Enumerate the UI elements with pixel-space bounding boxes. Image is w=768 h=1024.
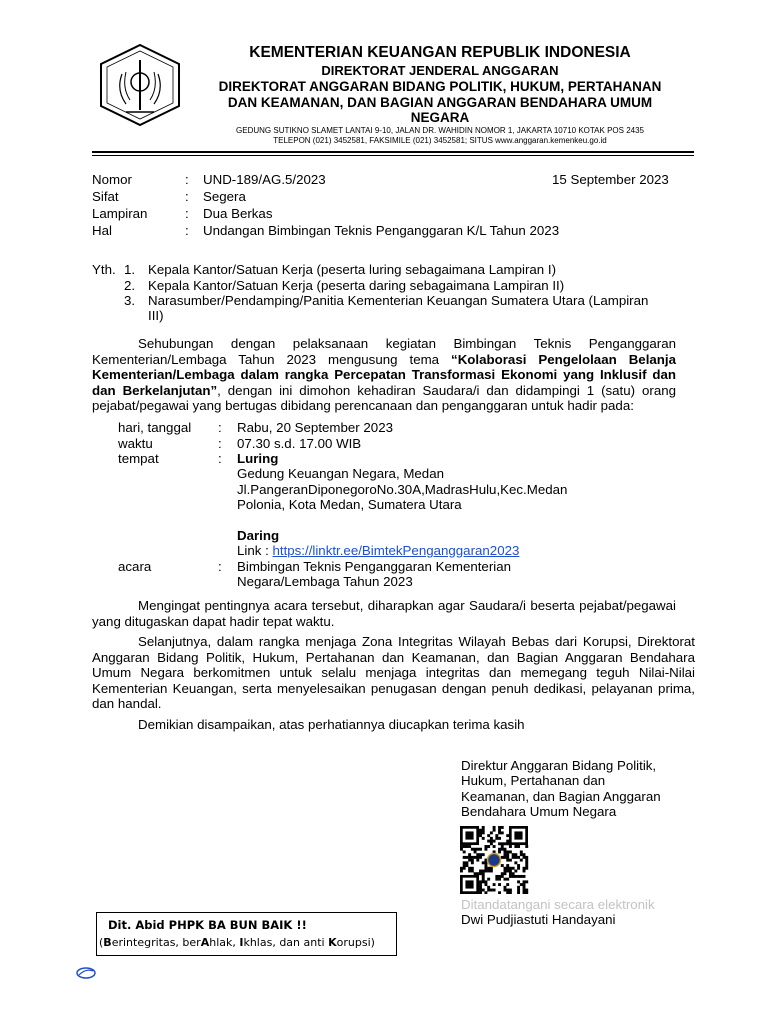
yth-label: Yth. <box>92 262 116 277</box>
letter-date: 15 September 2023 <box>552 172 669 187</box>
hari-value: Rabu, 20 September 2023 <box>237 420 393 435</box>
intro-text-end: , dengan ini dimohon kehadiran Saudara/i dan didampingi 1 (satu) orang pejabat/pegawai yang bertugas dibidang perencanaan dan penganggaran untuk hadir pada: <box>92 382 676 413</box>
signatory-title-1: Direktur Anggaran Bidang Politik, <box>461 758 657 773</box>
recipient-item: Kepala Kantor/Satuan Kerja (peserta luring sebagaimana Lampiran I) <box>148 262 557 277</box>
colon: : <box>185 206 189 221</box>
recipient-item: Kepala Kantor/Satuan Kerja (peserta daring sebagaimana Lampiran II) <box>148 278 565 293</box>
hal-value: Undangan Bimbingan Teknis Penganggaran K/L Tahun 2023 <box>203 223 560 238</box>
signatory-name: Dwi Pudjiastuti Handayani <box>461 912 616 927</box>
waktu-label: waktu <box>118 436 153 451</box>
luring-venue: Gedung Keuangan Negara, Medan <box>237 466 444 481</box>
header-directorate-line3: NEGARA <box>410 110 470 125</box>
lampiran-value: Dua Berkas <box>203 206 273 221</box>
intro-theme: “Kolaborasi Pengelolaan Belanja Kementerian/Lembaga dalam rangka Percepatan Transformasi Ekonomi yang Inklusif dan dan Berkelanjutan” <box>92 351 676 398</box>
recipient-item: Narasumber/Pendamping/Panitia Kementerian Keuangan Sumatera Utara (Lampiran <box>148 293 649 308</box>
colon: : <box>218 559 222 574</box>
acara-value-1: Bimbingan Teknis Penganggaran Kementerian <box>237 559 512 574</box>
header-address: GEDUNG SUTIKNO SLAMET LANTAI 9-10, JALAN DR. WAHIDIN NOMOR 1, JAKARTA 10710 KOTAK POS 2435 <box>236 126 644 135</box>
signatory-title-4: Bendahara Umum Negara <box>461 804 617 819</box>
hal-label: Hal <box>92 223 112 238</box>
recipient-item-cont: III) <box>148 308 164 323</box>
recipient-number: 3. <box>124 293 136 308</box>
header-directorate-line2: DAN KEAMANAN, DAN BAGIAN ANGGARAN BENDAHARA UMUM <box>227 95 653 110</box>
kemenkeu-logo <box>96 42 184 128</box>
body-paragraph-intro <box>92 336 676 414</box>
colon: : <box>185 172 189 187</box>
acara-value-2: Negara/Lembaga Tahun 2023 <box>237 574 413 589</box>
header-divider-thin <box>92 155 694 156</box>
hari-label: hari, tanggal <box>118 420 192 435</box>
header-directorate-line1: DIREKTORAT ANGGARAN BIDANG POLITIK, HUKUM, PERTAHANAN <box>218 79 662 94</box>
daring-link-row <box>237 543 519 559</box>
recipient-number: 1. <box>124 262 136 277</box>
header-ministry: KEMENTERIAN KEUANGAN REPUBLIK INDONESIA <box>249 44 631 61</box>
header-contact: TELEPON (021) 3452581, FAKSIMILE (021) 3452581; SITUS www.anggaran.kemenkeu.go.id <box>273 136 607 145</box>
body-paragraph-attendance: Mengingat pentingnya acara tersebut, diharapkan agar Saudara/i beserta pejabat/pegawai yang ditugaskan dapat hadir tepat waktu. <box>92 598 676 629</box>
colon: : <box>218 420 222 435</box>
footer-logo-icon <box>76 966 96 980</box>
header-divider-thick <box>92 151 694 153</box>
signatory-title-2: Hukum, Pertahanan dan <box>461 773 606 788</box>
e-sign-note: Ditandatangani secara elektronik <box>461 897 655 912</box>
luring-address-2: Polonia, Kota Medan, Sumatera Utara <box>237 497 462 512</box>
intro-text: Sehubungan dengan pelaksanaan kegiatan Bimbingan Teknis Penganggaran Kementerian/Lembaga Tahun 2023 mengusung tema <box>92 336 676 367</box>
luring-title: Luring <box>237 451 279 466</box>
colon: : <box>218 436 222 451</box>
luring-address-1: Jl.PangeranDiponegoroNo.30A,MadrasHulu,Kec.Medan <box>237 482 568 497</box>
body-paragraph-integrity: Selanjutnya, dalam rangka menjaga Zona Integritas Wilayah Bebas dari Korupsi, Direktorat Anggaran Bidang Politik, Hukum, Pertahanan dan Keamanan, dan Bagian Anggaran Bendahara Umum Negara berkomitmen untuk selalu menjaga integritas dan memegang teguh Nilai-Nilai Kementerian Keuangan, serta menyelesaikan penugasan dengan penuh dedikasi, pelayanan prima, dan handal. <box>92 634 695 711</box>
colon: : <box>185 223 189 238</box>
daring-title: Daring <box>237 528 280 543</box>
nomor-label: Nomor <box>92 172 132 187</box>
body-paragraph-closing: Demikian disampaikan, atas perhatiannya diucapkan terima kasih <box>138 717 525 732</box>
nomor-value: UND-189/AG.5/2023 <box>203 172 326 187</box>
colon: : <box>218 451 222 466</box>
sifat-value: Segera <box>203 189 246 204</box>
integrity-banner <box>96 912 397 956</box>
bimtek-link[interactable]: https://linktr.ee/BimtekPenganggaran2023 <box>272 543 520 558</box>
sifat-label: Sifat <box>92 189 119 204</box>
qr-code <box>460 826 530 894</box>
signatory-title-3: Keamanan, dan Bagian Anggaran <box>461 789 661 804</box>
lampiran-label: Lampiran <box>92 206 148 221</box>
banner-slogan: Dit. Abid PHPK BA BUN BAIK !! <box>108 918 307 932</box>
recipient-number: 2. <box>124 278 136 293</box>
tempat-label: tempat <box>118 451 159 466</box>
waktu-value: 07.30 s.d. 17.00 WIB <box>237 436 362 451</box>
banner-values: (Berintegritas, berAhlak, Ikhlas, dan anti Korupsi) <box>99 936 375 949</box>
acara-label: acara <box>118 559 152 574</box>
link-prefix: Link : <box>237 543 273 558</box>
colon: : <box>185 189 189 204</box>
header-directorate-general: DIREKTORAT JENDERAL ANGGARAN <box>321 63 559 78</box>
